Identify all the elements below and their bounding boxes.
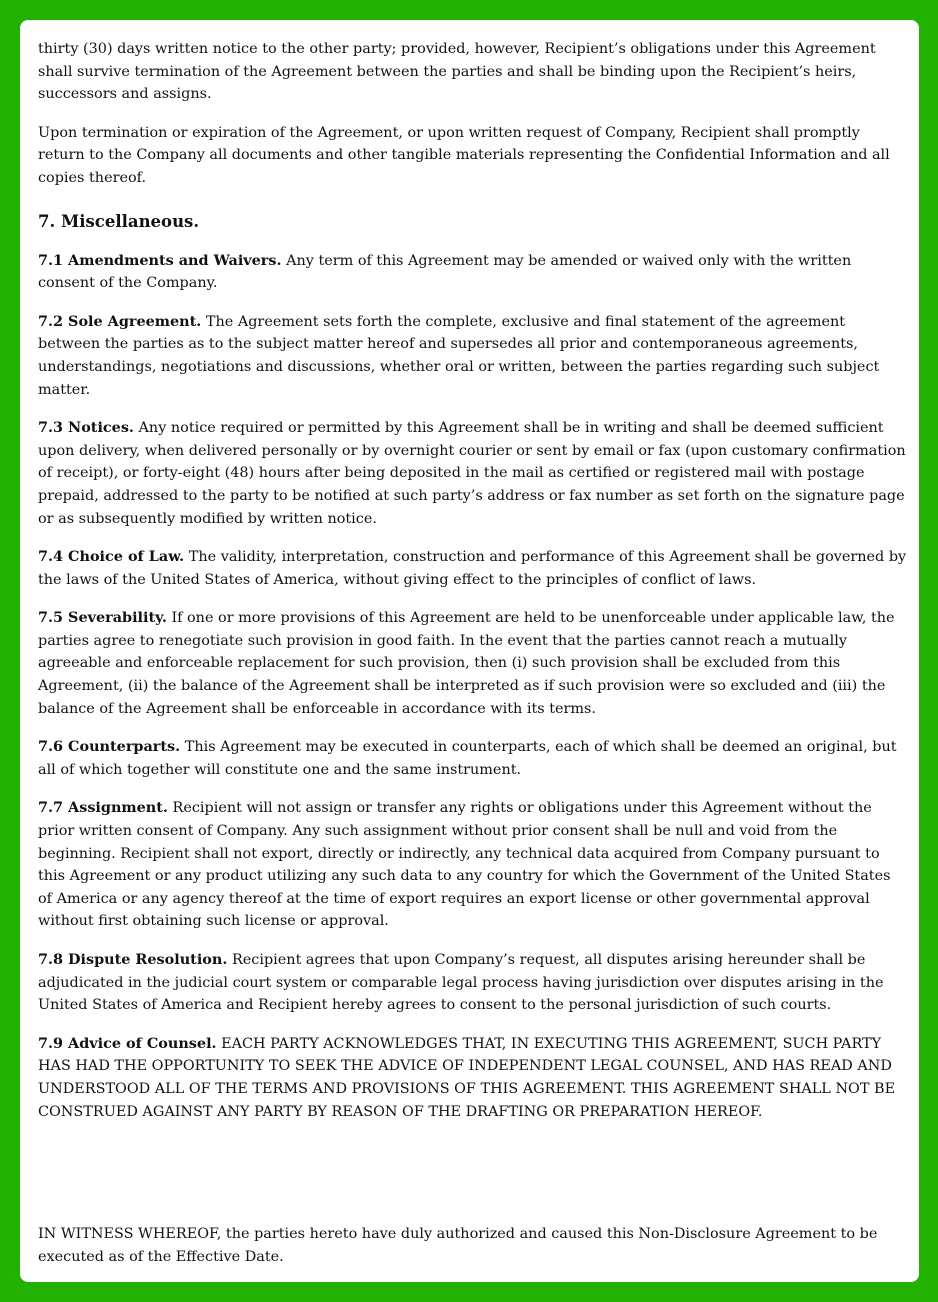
clause-severability [38,607,909,720]
clause-text: The Agreement sets forth the complete, exclusive and final statement of the agreement between the parties as to the subject matter hereof and supersedes all prior and contemporaneous agreements, understandings, negotiations and discussions, whether oral or written, between the parties regarding such subject matter. [38,313,880,398]
clause-title: 7.6 Counterparts. [38,738,181,756]
clause-title: 7.1 Amendments and Waivers. [38,251,282,269]
clause-title: 7.3 Notices. [38,419,134,437]
clause-text: Recipient will not assign or transfer any rights or obligations under this Agreement without the prior written consent of Company. Any such assignment without prior consent shall be null and void from the beginning. Recipient shall not export, directly or indirectly, any technical data acquired from Company pursuant to this Agreement or any product utilizing any such data to any country for which the Government of the United States of America or any agency thereof at the time of export requires an export license or other governmental approval without first obtaining such license or approval. [38,800,891,930]
clause-advice-of-counsel [38,1033,909,1123]
clause-text: This Agreement may be executed in counterparts, each of which shall be deemed an original, but all of which together will constitute one and the same instrument. [38,739,897,778]
section-heading: 7. Miscellaneous. [38,211,200,231]
clause-sole-agreement [38,311,909,401]
clause-assignment [38,797,909,933]
document-page [20,20,919,1282]
clause-notices [38,417,909,530]
clause-title: 7.8 Dispute Resolution. [38,951,228,968]
clause-title: 7.7 Assignment. [38,799,168,817]
clause-text: If one or more provisions of this Agreement are held to be unenforceable under applicable law, the parties agree to renegotiate such provision in good faith. In the event that the parties cannot reach a mutually agreeable and enforceable replacement for such provision, then (i) such provision shall be excluded from this Agreement, (ii) the balance of the Agreement shall be interpreted as if such provision were so excluded and (iii) the balance of the Agreement shall be enforceable in accordance with its terms. [38,610,895,717]
clause-title: 7.9 Advice of Counsel. [38,1034,217,1052]
blank-spacer [38,1139,909,1223]
clause-dispute-resolution [38,949,909,1017]
witness-statement: IN WITNESS WHEREOF, the parties hereto have duly authorized and caused this Non-Disclosure Agreement to be executed as of the Effective Date. [38,1226,878,1265]
clause-choice-of-law [38,546,909,591]
clause-title: 7.4 Choice of Law. [38,548,185,566]
clause-counterparts [38,736,909,781]
clause-text: Any notice required or permitted by this Agreement shall be in writing and shall be deemed sufficient upon delivery, when delivered personally or by overnight courier or sent by email or fax (upon customary confirmation of receipt), or forty-eight (48) hours after being deposited in the mail as certified or registered mail with postage prepaid, addressed to the party to be notified at such party’s address or fax number as set forth on the signature page or as subsequently modified by written notice. [38,420,906,527]
intro-paragraph-termination: thirty (30) days written notice to the other party; provided, however, Recipient’s obligations under this Agreement shall survive termination of the Agreement between the parties and shall be binding upon the Recipient’s heirs, successors and assigns. [38,41,876,103]
clause-text: Any term of this Agreement may be amended or waived only with the written consent of the Company. [38,252,852,292]
intro-paragraph-return-materials: Upon termination or expiration of the Agreement, or upon written request of Company, Recipient shall promptly return to the Company all documents and other tangible materials representing the Confidential Information and all copies thereof. [38,124,890,186]
clause-text: The validity, interpretation, construction and performance of this Agreement shall be governed by the laws of the United States of America, without giving effect to the principles of conflict of laws. [38,549,907,588]
clause-text: Recipient agrees that upon Company’s request, all disputes arising hereunder shall be adjudicated in the judicial court system or comparable legal process having jurisdiction over disputes arising in the United States of America and Recipient hereby agrees to consent to the personal jurisdiction of such courts. [38,952,884,1014]
clause-amendments-waivers [38,250,909,295]
clause-title: 7.2 Sole Agreement. [38,312,202,330]
clause-text: EACH PARTY ACKNOWLEDGES THAT, IN EXECUTING THIS AGREEMENT, SUCH PARTY HAS HAD THE OPPORTUNITY TO SEEK THE ADVICE OF INDEPENDENT LEGAL COUNSEL, AND HAS READ AND UNDERSTOOD ALL OF THE TERMS AND PROVISIONS OF THIS AGREEMENT. THIS AGREEMENT SHALL NOT BE CONSTRUED AGAINST ANY PARTY BY REASON OF THE DRAFTING OR PREPARATION HEREOF. [38,1035,896,1120]
clause-title: 7.5 Severability. [38,609,167,627]
